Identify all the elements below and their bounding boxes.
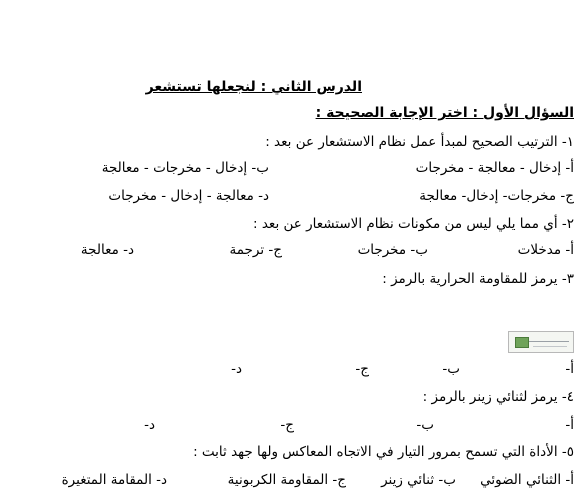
question-4-text: ٤- يرمز لثنائي زينر بالرمز : xyxy=(422,389,574,405)
question-2-option-b: ب- مخرجات xyxy=(357,242,428,258)
question-3-option-b: ب- xyxy=(442,361,460,377)
question-1-text: ١- الترتيب الصحيح لمبدأ عمل نظام الاستشعار عن بعد : xyxy=(265,134,574,150)
question-4-option-c: ج- xyxy=(280,417,294,433)
question-5-text: ٥- الأداة التي تسمح بمرور التيار في الاتجاه المعاكس ولها جهد ثابت : xyxy=(193,444,574,460)
question-4-option-b: ب- xyxy=(416,417,434,433)
question-5-option-d: د- المقامة المتغيرة xyxy=(61,472,167,488)
question-2-option-c: ج- ترجمة xyxy=(229,242,282,258)
question-5-option-c: ج- المقاومة الكربونية xyxy=(227,472,346,488)
question-1-option-c: ج- مخرجات- إدخال- معالجة xyxy=(419,188,574,204)
question-2-option-a: أ- مدخلات xyxy=(517,242,574,258)
thermistor-symbol-image xyxy=(508,331,574,353)
question-1-option-a: أ- إدخال - معالجة - مخرجات xyxy=(415,160,574,176)
circuit-board-icon xyxy=(515,337,529,348)
question-1-option-b: ب- إدخال - مخرجات - معالجة xyxy=(101,160,269,176)
lesson-title: الدرس الثاني : لنجعلها تستشعر xyxy=(145,79,362,95)
question-section-heading: السؤال الأول : اختر الإجابة الصحيحة : xyxy=(315,105,574,121)
question-3-option-a: أ- xyxy=(565,361,574,377)
question-1-option-d: د- معالجة - إدخال - مخرجات xyxy=(108,188,269,204)
question-3-text: ٣- يرمز للمقاومة الحرارية بالرمز : xyxy=(382,271,574,287)
question-3-option-c: ج- xyxy=(355,361,369,377)
question-4-option-d: د- xyxy=(144,417,155,433)
question-2-option-d: د- معالجة xyxy=(80,242,134,258)
question-5-option-b: ب- ثنائي زينر xyxy=(381,472,456,488)
question-2-text: ٢- أي مما يلي ليس من مكونات نظام الاستشعار عن بعد : xyxy=(253,216,574,232)
question-5-option-a: أ- الثنائي الضوئي xyxy=(480,472,574,488)
question-4-option-a: أ- xyxy=(565,417,574,433)
question-3-option-d: د- xyxy=(231,361,242,377)
